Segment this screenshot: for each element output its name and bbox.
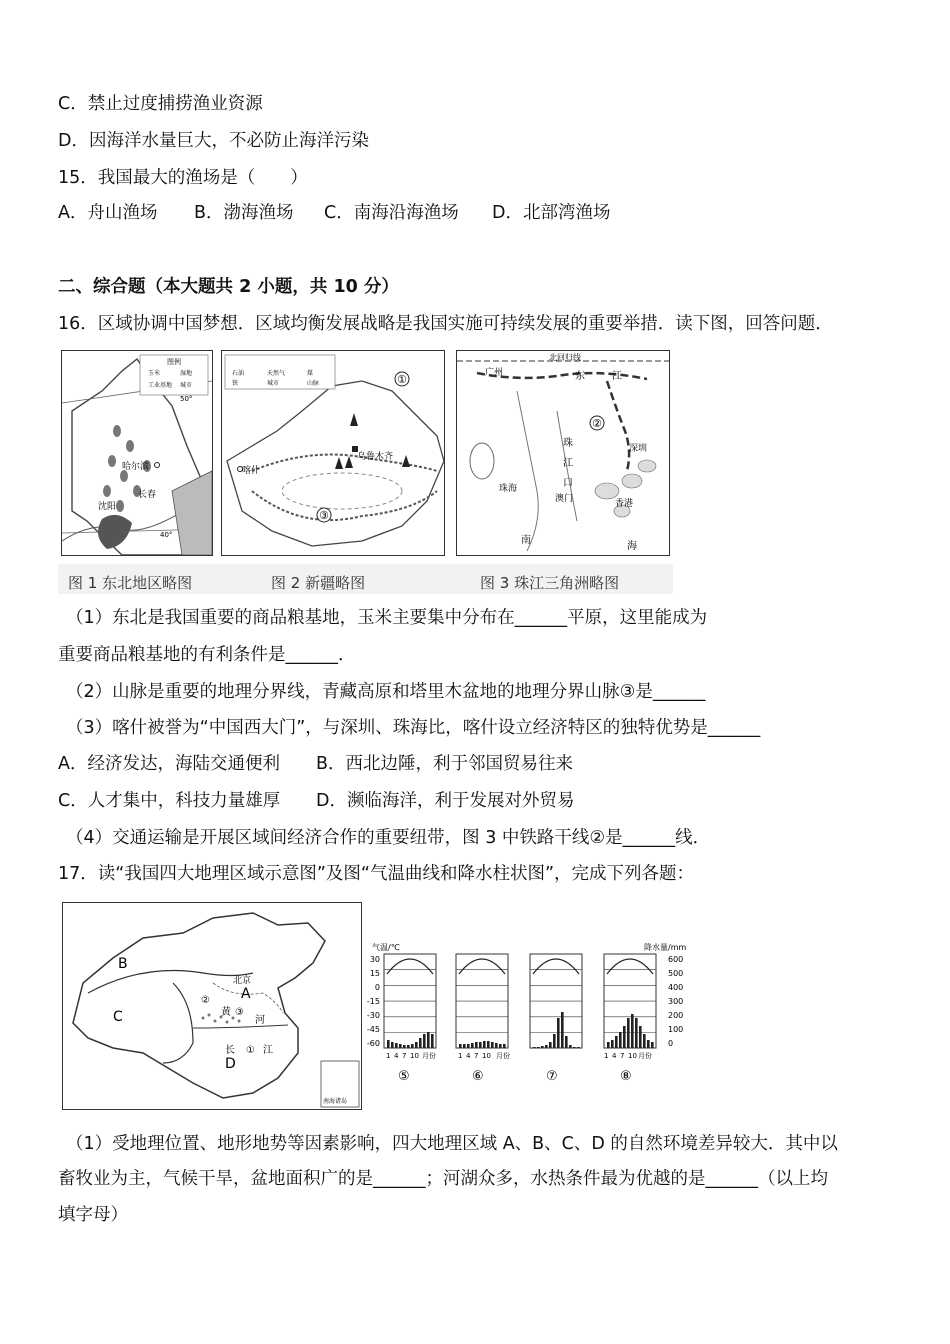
temp-tick: -30 bbox=[366, 1011, 380, 1020]
chart-id-6: ⑥ bbox=[472, 1069, 484, 1084]
legend-city: 城市 bbox=[180, 382, 193, 389]
month-tick: 10 bbox=[482, 1052, 491, 1060]
south-sea-islands: 南海诸岛 bbox=[323, 1098, 348, 1105]
label-beijing: 北京 bbox=[233, 976, 252, 986]
legend-corn: 玉米 bbox=[148, 370, 161, 377]
precip-bar bbox=[487, 1041, 490, 1048]
month-unit: 月份 bbox=[638, 1052, 652, 1060]
temp-tick: -15 bbox=[366, 997, 380, 1006]
temp-tick: 15 bbox=[369, 969, 380, 978]
precip-bar bbox=[459, 1044, 462, 1048]
month-tick: 10 bbox=[628, 1052, 637, 1060]
chart-id-8: ⑧ bbox=[620, 1069, 632, 1084]
place-shenzhen: 深圳 bbox=[629, 444, 648, 454]
precip-bar bbox=[615, 1036, 618, 1048]
precip-tick: 300 bbox=[668, 997, 684, 1006]
precip-bar bbox=[545, 1045, 548, 1048]
precip-bar bbox=[549, 1042, 552, 1048]
precip-bar bbox=[623, 1026, 626, 1048]
precip-bar bbox=[387, 1040, 390, 1048]
precip-bar bbox=[503, 1044, 506, 1048]
precip-bar bbox=[467, 1044, 470, 1048]
precip-bar bbox=[533, 1047, 536, 1048]
option-d: D．北部湾渔场 bbox=[492, 203, 611, 223]
precip-bar bbox=[635, 1018, 638, 1048]
precip-bar bbox=[619, 1032, 622, 1048]
region-d: D bbox=[225, 1056, 236, 1072]
precip-bar bbox=[499, 1044, 502, 1048]
precip-bar bbox=[471, 1043, 474, 1048]
option-b: B．渤海渔场 bbox=[194, 203, 294, 223]
marker-1: ① bbox=[397, 373, 407, 386]
legend-mountain: 山脉 bbox=[307, 380, 320, 387]
option-d: D．濒临海洋，利于发展对外贸易 bbox=[316, 791, 575, 811]
marker-2: ② bbox=[592, 417, 602, 430]
month-tick: 4 bbox=[466, 1052, 471, 1060]
month-tick: 1 bbox=[604, 1052, 609, 1060]
question-17: 17．读“我国四大地理区域示意图”及图“气温曲线和降水柱状图”，完成下列各题： bbox=[58, 864, 695, 884]
option-a: A．舟山渔场 bbox=[58, 203, 158, 223]
precip-bar bbox=[573, 1047, 576, 1048]
city-harbin: 哈尔滨 bbox=[122, 462, 150, 472]
legend-oil: 石油 bbox=[232, 370, 245, 377]
chart-id-7: ⑦ bbox=[546, 1069, 558, 1084]
precip-bar bbox=[391, 1042, 394, 1048]
month-tick: 7 bbox=[402, 1052, 407, 1060]
place-guangzhou: 广州 bbox=[485, 368, 504, 378]
q16-part3-options-cd bbox=[58, 789, 574, 813]
question-15-options bbox=[58, 201, 610, 225]
legend-iron: 铁 bbox=[232, 380, 239, 387]
precip-bar bbox=[491, 1042, 494, 1048]
month-tick: 4 bbox=[394, 1052, 399, 1060]
section-heading: 二、综合题（本大题共 2 小题，共 10 分） bbox=[58, 277, 399, 297]
precip-bar bbox=[479, 1042, 482, 1048]
precip-bar bbox=[643, 1034, 646, 1048]
q16-part2: （2）山脉是重要的地理分界线，青藏高原和塔里木盆地的地理分界山脉③是______ bbox=[66, 682, 706, 702]
label-huang: 黄 bbox=[221, 1007, 231, 1018]
precip-tick: 200 bbox=[668, 1011, 684, 1020]
china-regions-map bbox=[62, 902, 362, 1110]
caption-fig3: 图 3 珠江三角洲略图 bbox=[480, 574, 620, 592]
place-macau: 澳门 bbox=[555, 494, 574, 504]
precip-bar bbox=[541, 1046, 544, 1048]
precip-bar bbox=[647, 1040, 650, 1048]
legend-industry: 工业基地 bbox=[148, 382, 173, 389]
legend-gas: 天然气 bbox=[267, 370, 286, 377]
lat-40: 40° bbox=[160, 531, 173, 539]
place-jiang: 江 bbox=[612, 371, 622, 382]
precip-tick: 0 bbox=[668, 1039, 674, 1048]
precip-bar bbox=[651, 1042, 654, 1048]
precip-bar bbox=[611, 1040, 614, 1048]
precip-bar bbox=[631, 1014, 634, 1048]
month-tick: 7 bbox=[620, 1052, 625, 1060]
northeast-map bbox=[61, 350, 213, 556]
precip-bar bbox=[577, 1047, 580, 1048]
lat-50: 50° bbox=[180, 395, 193, 403]
label-jiang: 江 bbox=[263, 1045, 273, 1056]
chart-id-5: ⑤ bbox=[398, 1069, 410, 1084]
precip-bar bbox=[423, 1034, 426, 1048]
q16-part3: （3）喀什被誉为“中国西大门”，与深圳、珠海比，喀什设立经济特区的独特优势是______ bbox=[66, 718, 761, 738]
option-c-prev: C．禁止过度捕捞渔业资源 bbox=[58, 94, 263, 114]
temp-tick: -60 bbox=[366, 1039, 380, 1048]
legend-coal: 煤 bbox=[307, 370, 314, 377]
marker-3: ③ bbox=[319, 509, 329, 522]
temp-axis-label: 气温/℃ bbox=[372, 943, 400, 952]
precip-bar bbox=[495, 1043, 498, 1048]
city-kashgar: 喀什 bbox=[242, 466, 261, 476]
month-unit: 月份 bbox=[422, 1052, 436, 1060]
precip-bar bbox=[411, 1044, 414, 1048]
place-dong: 东 bbox=[575, 371, 585, 382]
figure-group-17 bbox=[62, 900, 697, 1115]
temp-tick: -45 bbox=[366, 1025, 380, 1034]
legend-title: 图例 bbox=[167, 358, 181, 366]
xinjiang-map bbox=[221, 350, 445, 556]
legend-wetland: 湿地 bbox=[180, 370, 193, 377]
temp-tick: 30 bbox=[369, 955, 380, 964]
q16-part4: （4）交通运输是开展区域间经济合作的重要纽带，图 3 中铁路干线②是______线． bbox=[66, 828, 711, 848]
precip-bar bbox=[399, 1044, 402, 1048]
q17-part1a: （1）受地理位置、地形地势等因素影响，四大地理区域 A、B、C、D 的自然环境差异较大．其中以 bbox=[66, 1134, 838, 1154]
precip-bar bbox=[565, 1036, 568, 1048]
precip-bar bbox=[403, 1045, 406, 1048]
precip-bar bbox=[627, 1018, 630, 1048]
q16-part3-options-ab bbox=[58, 752, 573, 776]
temp-tick: 0 bbox=[374, 983, 380, 992]
question-16: 16．区域协调中国梦想．区域均衡发展战略是我国实施可持续发展的重要举措．读下图，回答问题． bbox=[58, 314, 833, 334]
marker-1: ① bbox=[246, 1045, 255, 1056]
place-kou: 口 bbox=[563, 478, 573, 489]
option-b: B．西北边陲，利于邻国贸易往来 bbox=[316, 754, 574, 774]
region-c: C bbox=[113, 1009, 123, 1025]
month-tick: 7 bbox=[474, 1052, 479, 1060]
precip-bar bbox=[569, 1045, 572, 1048]
caption-fig2: 图 2 新疆略图 bbox=[271, 574, 366, 592]
month-unit: 月份 bbox=[496, 1052, 510, 1060]
city-changchun: 长春 bbox=[138, 490, 157, 500]
month-tick: 1 bbox=[386, 1052, 391, 1060]
q16-part1b: 重要商品粮基地的有利条件是______． bbox=[58, 645, 356, 665]
legend-city: 城市 bbox=[267, 380, 280, 387]
precip-bar bbox=[561, 1012, 564, 1048]
climate-charts bbox=[362, 940, 697, 1100]
marker-3: ③ bbox=[235, 1007, 244, 1018]
region-b: B bbox=[118, 956, 128, 972]
precip-tick: 100 bbox=[668, 1025, 684, 1034]
caption-fig1: 图 1 东北地区略图 bbox=[68, 574, 193, 592]
figure-group-16 bbox=[58, 346, 673, 594]
precip-bar bbox=[483, 1041, 486, 1048]
precip-bar bbox=[537, 1047, 540, 1048]
precip-axis-label: 降水量/mm bbox=[644, 943, 687, 952]
region-a: A bbox=[241, 986, 251, 1002]
place-nan: 南 bbox=[521, 535, 531, 546]
precip-bar bbox=[463, 1044, 466, 1048]
precip-bar bbox=[639, 1026, 642, 1048]
option-c: C．南海沿海渔场 bbox=[324, 203, 459, 223]
pearl-river-map bbox=[456, 350, 670, 556]
precip-tick: 500 bbox=[668, 969, 684, 978]
precip-bar bbox=[553, 1034, 556, 1048]
place-zhuhai: 珠海 bbox=[499, 484, 518, 494]
city-urumqi: 乌鲁木齐 bbox=[357, 452, 394, 462]
month-tick: 10 bbox=[410, 1052, 419, 1060]
precip-tick: 400 bbox=[668, 983, 684, 992]
precip-bar bbox=[395, 1043, 398, 1048]
option-c: C．人才集中，科技力量雄厚 bbox=[58, 791, 281, 811]
precip-bar bbox=[427, 1032, 430, 1048]
precip-bar bbox=[557, 1018, 560, 1048]
place-zhu: 珠 bbox=[563, 438, 573, 449]
precip-bar bbox=[431, 1034, 434, 1048]
precip-bar bbox=[419, 1038, 422, 1048]
city-shenyang: 沈阳 bbox=[98, 502, 117, 512]
place-hongkong: 香港 bbox=[615, 499, 634, 509]
marker-2: ② bbox=[201, 995, 210, 1006]
place-jiang2: 江 bbox=[563, 458, 573, 469]
option-d-prev: D．因海洋水量巨大，不必防止海洋污染 bbox=[58, 131, 369, 151]
precip-bar bbox=[407, 1045, 410, 1048]
q17-part1c: 填字母） bbox=[58, 1205, 128, 1225]
precip-bar bbox=[607, 1042, 610, 1048]
question-15: 15．我国最大的渔场是（ ） bbox=[58, 168, 308, 188]
option-a: A．经济发达，海陆交通便利 bbox=[58, 754, 280, 774]
q16-part1a: （1）东北是我国重要的商品粮基地，玉米主要集中分布在______平原，这里能成为 bbox=[66, 608, 708, 628]
q17-part1b: 畜牧业为主，气候干旱，盆地面积广的是______；河湖众多，水热条件最为优越的是______（以上均 bbox=[58, 1169, 828, 1189]
precip-bar bbox=[415, 1042, 418, 1048]
tropic-label: 北回归线 bbox=[549, 353, 581, 362]
label-he: 河 bbox=[255, 1015, 265, 1026]
label-chang: 长 bbox=[225, 1045, 235, 1056]
month-tick: 1 bbox=[458, 1052, 463, 1060]
place-hai: 海 bbox=[627, 541, 637, 552]
precip-tick: 600 bbox=[668, 955, 684, 964]
month-tick: 4 bbox=[612, 1052, 617, 1060]
precip-bar bbox=[475, 1042, 478, 1048]
